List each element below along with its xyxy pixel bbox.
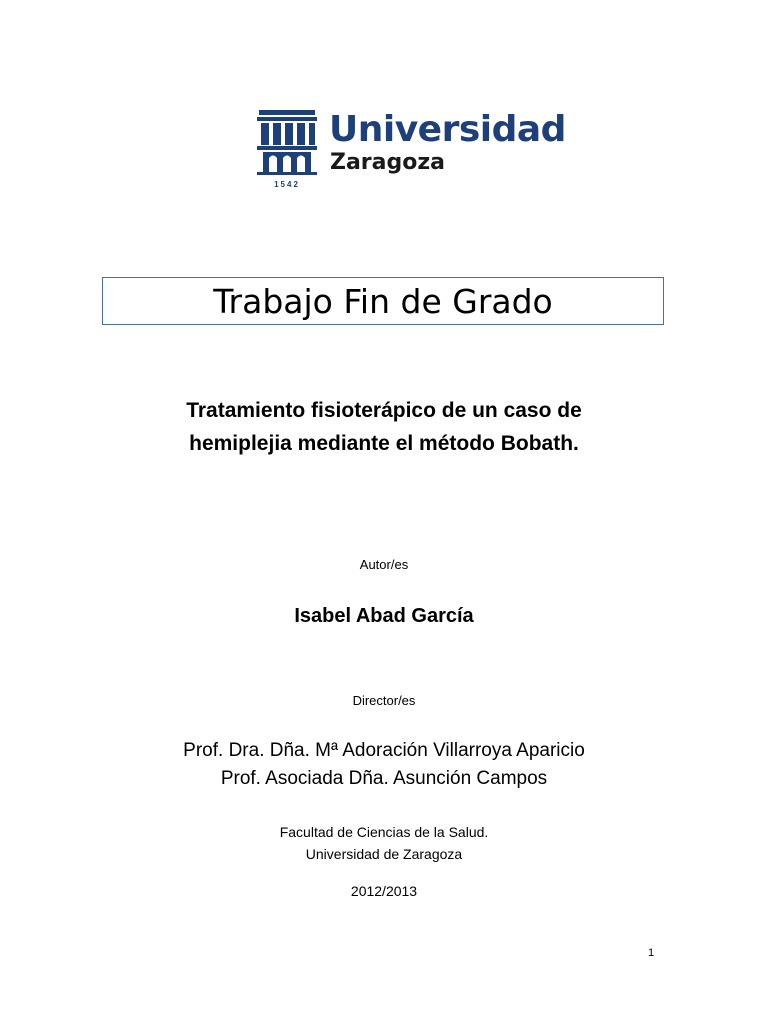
director-2: Prof. Asociada Dña. Asunción Campos: [220, 768, 548, 789]
logo-year: 1542: [274, 180, 300, 189]
thesis-title: [0, 394, 768, 460]
page-number: 1: [648, 947, 655, 959]
logo-city-name: Zaragoza: [330, 150, 446, 175]
academic-year: 2012/2013: [350, 883, 418, 899]
logo-university-name: Universidad: [329, 109, 566, 150]
director-label: Director/es: [352, 693, 416, 708]
thesis-title-line-2: hemiplejia mediante el método Bobath.: [189, 432, 579, 455]
director-list: [0, 737, 768, 793]
document-type-title: Trabajo Fin de Grado: [213, 281, 553, 321]
faculty-block: [0, 821, 768, 865]
document-type-box: [102, 277, 664, 325]
university-logo: [255, 108, 566, 193]
thesis-title-line-1: Tratamiento fisioterápico de un caso de: [186, 399, 582, 422]
author-label: Autor/es: [359, 557, 409, 572]
director-1: Prof. Dra. Dña. Mª Adoración Villarroya Aparicio: [183, 740, 585, 761]
university-name: Universidad de Zaragoza: [305, 846, 463, 862]
author-name: Isabel Abad García: [294, 605, 474, 627]
faculty-name: Facultad de Ciencias de la Salud.: [279, 824, 489, 840]
